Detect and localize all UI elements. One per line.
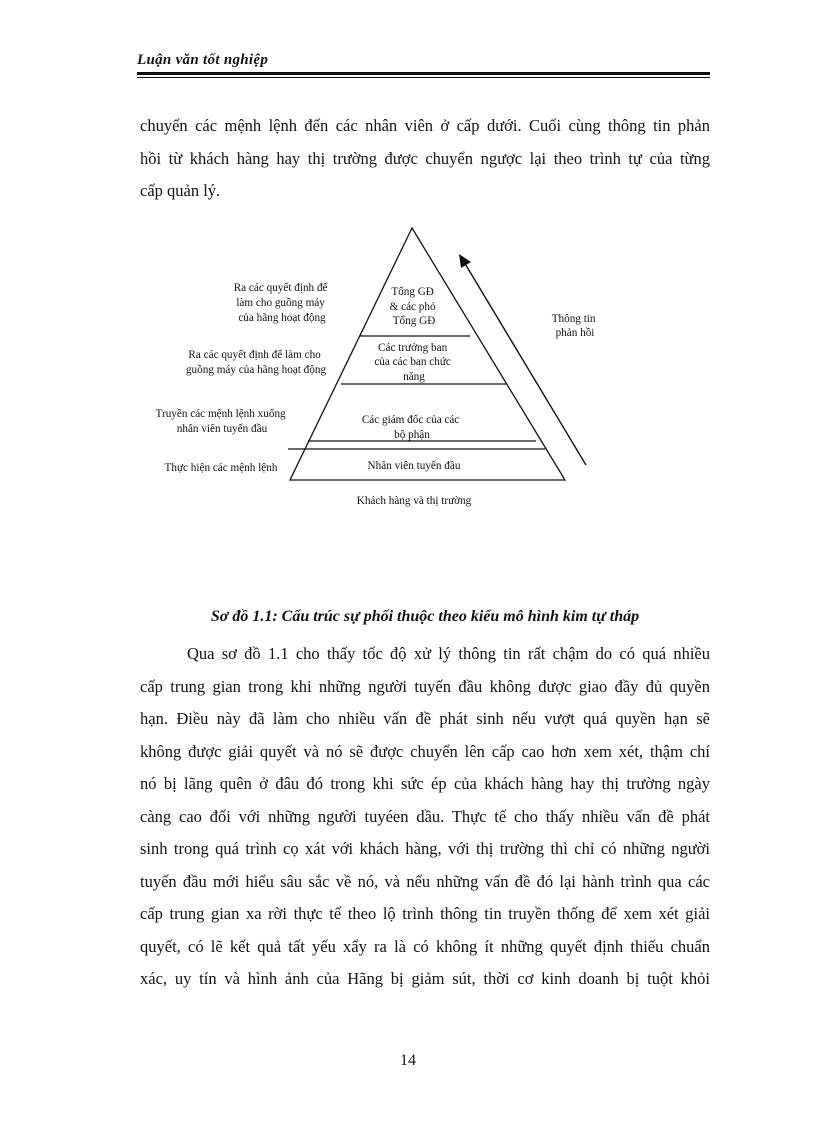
left-label-line: guồng máy của hãng hoạt động [185,364,327,376]
body-line: không được giải quyết và nó sẽ được chuyển lên cấp cao hơn xem xét, thậm chí [140,741,710,761]
intro-line: hồi từ khách hàng hay thị trường được chuyển ngược lại theo trình tự của từng [140,148,710,168]
left-label-2 [186,349,327,376]
body-line: cấp trung gian trong khi những người tuyến đầu không được giao đầy đủ quyền [140,676,710,696]
left-label-3 [156,408,289,435]
left-label-line: Thực hiện các mệnh lệnh [164,462,278,474]
feedback-arrow-head [459,254,471,268]
feedback-label-line: phản hồi [555,327,595,339]
level-4-label [368,460,461,472]
level-3-line: Các giám đốc của các [361,414,460,426]
left-label-line: Ra các quyết định để làm cho [188,349,321,361]
left-label-line: nhân viên tuyến đầu [176,423,268,435]
body-line: sinh trong quá trình cọ xát với khách hàng, với thị trường thì chỉ có những người [140,839,710,858]
body-line: hạn. Điều này đã làm cho nhiều vấn đề phát sinh nếu vượt quá quyền hạn sẽ [140,709,710,728]
base-label: Khách hàng và thị trường [356,495,472,507]
intro-line: chuyển các mệnh lệnh đến các nhân viên ở cấp dưới. Cuối cùng thông tin phản [140,116,710,135]
page-number: 14 [400,1052,416,1069]
body-line: xác, uy tín và hình ảnh của Hãng bị giảm sút, thời cơ kinh doanh bị tuột khỏi [140,969,710,988]
body-paragraph [140,638,710,996]
left-label-line: Truyền các mệnh lệnh xuống [155,408,286,420]
feedback-label [552,313,599,339]
pyramid-outline [290,228,565,480]
left-label-4 [165,462,278,474]
level-2-line: năng [403,371,425,383]
intro-line: cấp quản lý. [140,181,221,200]
body-line: tuyến đầu mới hiểu sâu sắc về nó, và nếu những vấn đề đó lại hành trình qua các [140,871,710,891]
body-line: nó bị lãng quên ở đâu đó trong khi sức ép của khách hàng hay thị trường ngày [140,774,710,793]
feedback-label-line: Thông tin [551,313,596,325]
header-title: Luận văn tốt nghiệp [137,52,269,68]
body-line: Qua sơ đồ 1.1 cho thấy tốc độ xử lý thông tin rất chậm do có quá nhiều [187,644,710,663]
left-label-line: của hãng hoạt động [238,312,326,324]
level-4-line: Nhân viên tuyến đầu [367,460,461,472]
level-3-label [362,414,462,441]
level-1-label [390,286,439,327]
body-line: cấp trung gian xa rời thực tế theo lộ trình thông tin truyền thống để xem xét giải [140,904,710,923]
level-2-line: của các ban chức [374,356,451,368]
body-line: càng cao đối với những người tuyéen dầu. Thực tế cho thấy nhiều vấn đề phát [140,806,710,826]
level-3-line: bộ phận [394,429,430,441]
level-2-label [374,342,453,383]
feedback-arrow-shaft [464,262,586,465]
level-2-line: Các trưởng ban [378,342,448,354]
level-1-line: Tổng GĐ [391,286,434,298]
left-label-1 [234,282,331,324]
left-label-line: Ra các quyết định để [233,282,328,294]
figure-caption: Sơ đồ 1.1: Cấu trúc sự phối thuộc theo kiểu mô hình kim tự tháp [210,608,640,625]
level-1-line: & các phó [389,301,436,313]
level-1-line: Tổng GĐ [392,315,436,327]
body-line: quyết, có lẽ kết quả tất yếu xẩy ra là có không ít những quyết định thiếu chuẩn [140,936,710,956]
left-label-line: làm cho guồng máy [236,297,325,309]
